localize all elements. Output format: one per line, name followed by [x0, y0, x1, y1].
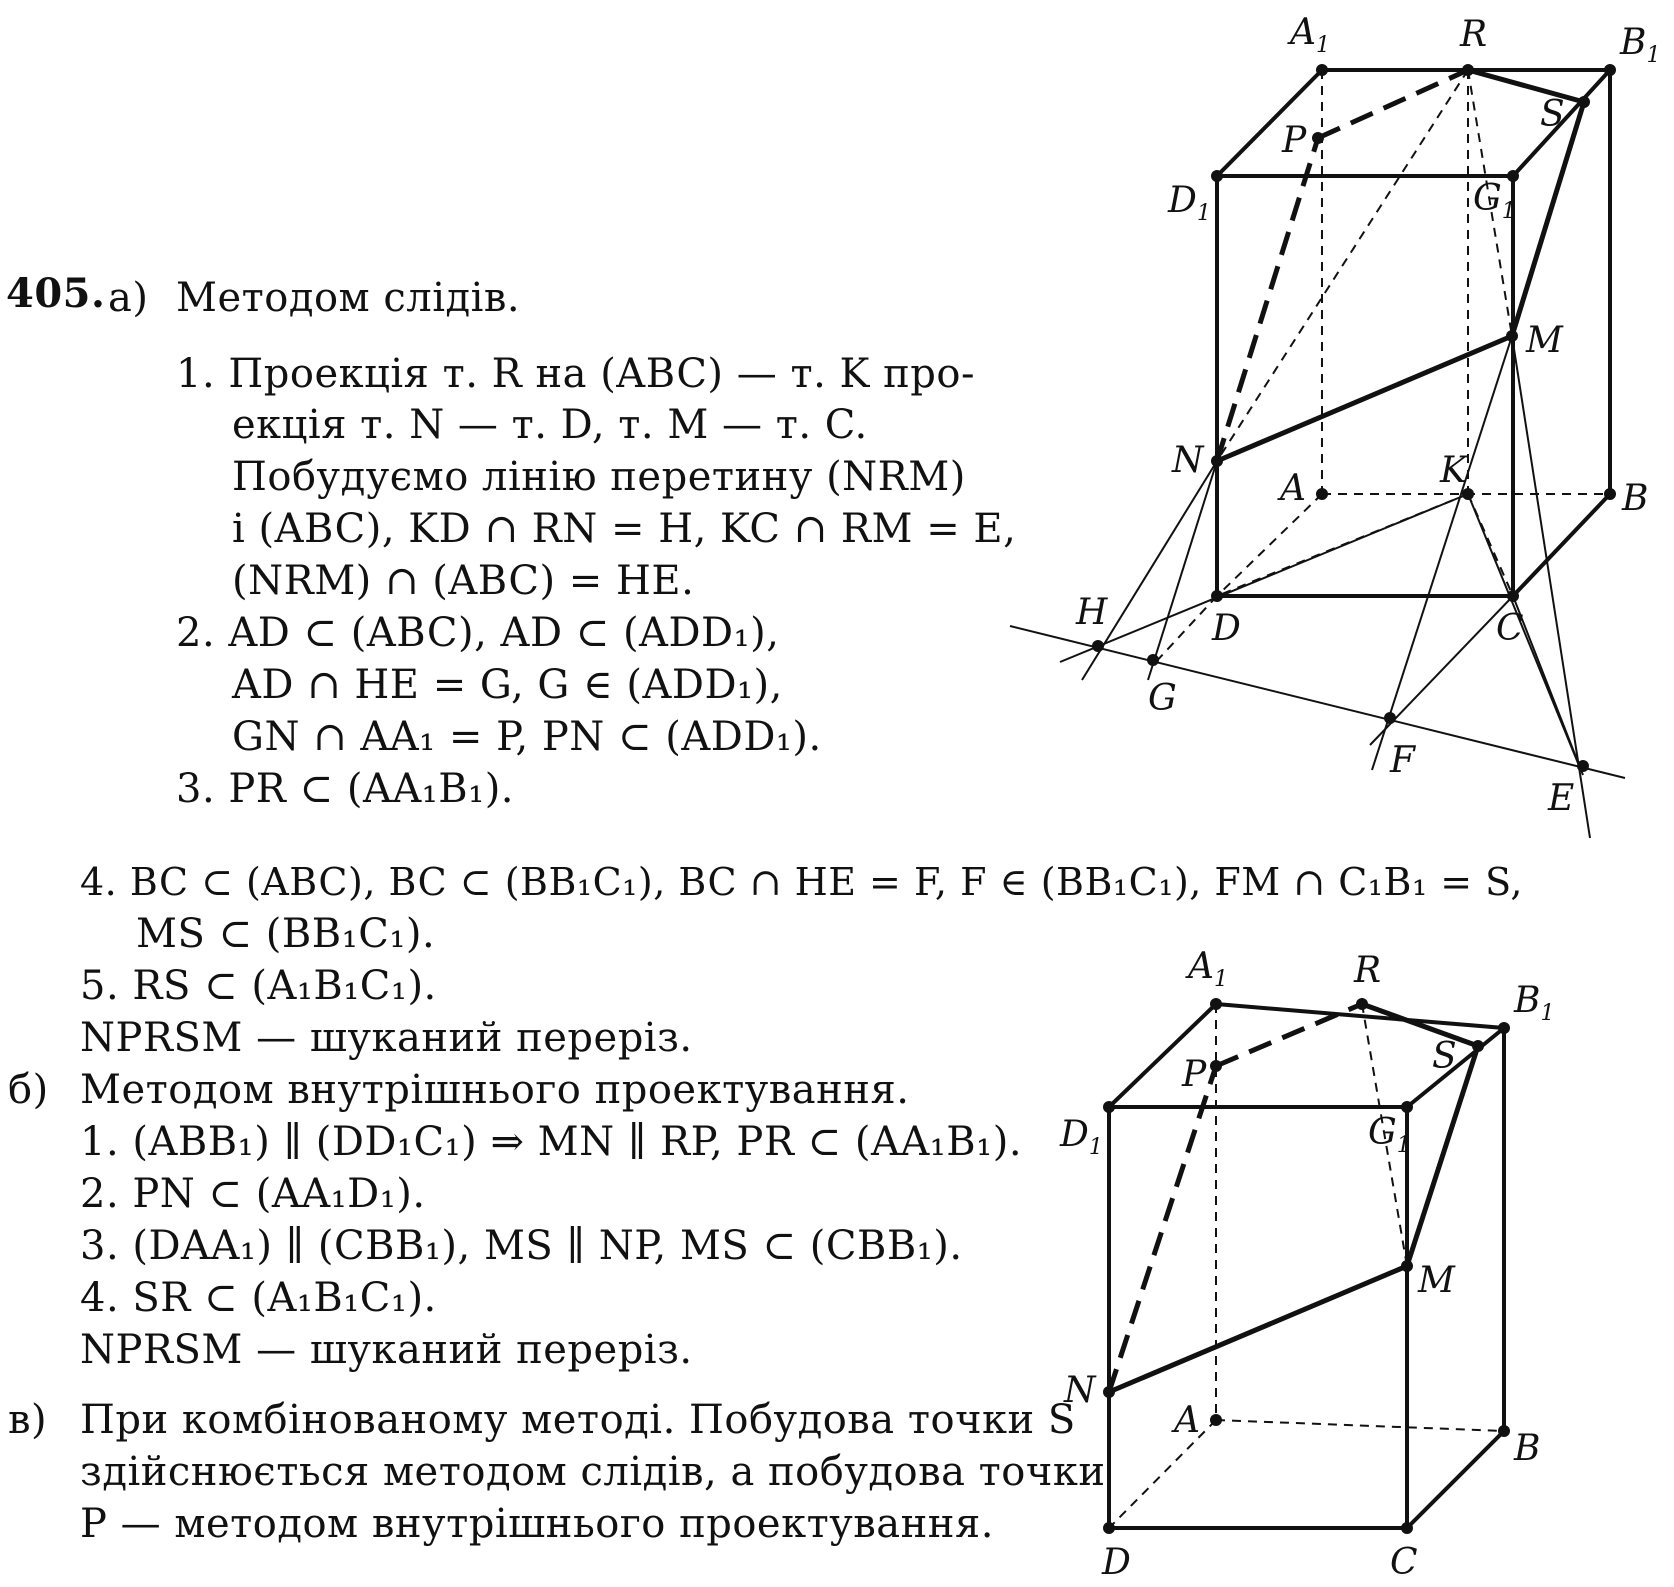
label-b: B: [1622, 478, 1649, 519]
label-p: P: [1182, 1054, 1207, 1095]
label-c: C: [1496, 608, 1524, 649]
part-a-step-line: 2. AD ⊂ (ABC), AD ⊂ (ADD₁),: [176, 610, 780, 656]
part-b-marker: б): [8, 1067, 49, 1113]
label-r: R: [1354, 950, 1382, 991]
part-a-heading: Методом слідів.: [176, 275, 521, 321]
point-p: [1210, 1060, 1222, 1072]
point-d1: [1103, 1101, 1115, 1113]
point-b: [1604, 488, 1616, 500]
point-c: [1401, 1522, 1413, 1534]
label-k: K: [1440, 450, 1467, 491]
point-s: [1472, 1040, 1484, 1052]
label-b: B: [1514, 1428, 1541, 1469]
point-f: [1384, 712, 1396, 724]
label-b1: $B_1$: [1620, 22, 1661, 68]
label-g: G: [1148, 678, 1177, 719]
part-b-step-line: 2. PN ⊂ (AA₁D₁).: [80, 1171, 426, 1217]
label-g1: $G_1$: [1473, 178, 1516, 224]
hidden-edge-a-b: [1216, 1420, 1504, 1431]
part-a-step-line: GN ∩ AA₁ = P, PN ⊂ (ADD₁).: [232, 714, 822, 760]
part-a-result: NPRSM — шуканий переріз.: [80, 1015, 693, 1061]
label-s: S: [1540, 94, 1565, 135]
part-a-step-line: (NRM) ∩ (ABC) = HE.: [232, 558, 695, 604]
part-c-line: При комбінованому методі. Побудова точки S: [80, 1397, 1076, 1443]
point-a1: [1316, 64, 1328, 76]
part-b-step-line: 1. (ABB₁) ∥ (DD₁C₁) ⇒ MN ∥ RP, PR ⊂ (AA₁B₁).: [80, 1119, 1023, 1165]
point-b1: [1498, 1022, 1510, 1034]
part-b-step-line: 3. (DAA₁) ∥ (CBB₁), MS ∥ NP, MS ⊂ (CBB₁).: [80, 1223, 963, 1269]
part-b-heading: Методом внутрішнього проектування.: [80, 1067, 910, 1113]
label-d: D: [1212, 608, 1241, 649]
label-a: A: [1174, 1400, 1200, 1441]
label-a: A: [1280, 468, 1306, 509]
label-h: H: [1076, 592, 1108, 633]
part-a-marker: а): [108, 275, 149, 321]
section-mn: [1109, 1266, 1407, 1392]
point-r: [1462, 64, 1474, 76]
hidden-edge-a-d: [1217, 494, 1322, 596]
hidden-rn: [1217, 70, 1468, 461]
section-np: [1109, 1066, 1216, 1392]
point-n: [1103, 1386, 1115, 1398]
point-g: [1147, 654, 1159, 666]
label-a1: $A_1$: [1290, 12, 1330, 58]
point-a: [1210, 1414, 1222, 1426]
point-p: [1312, 132, 1324, 144]
label-a1: $A_1$: [1188, 946, 1228, 992]
label-d: D: [1102, 1542, 1131, 1583]
point-g1: [1401, 1101, 1413, 1113]
point-g1: [1507, 170, 1519, 182]
label-g1: $G_1$: [1368, 1112, 1411, 1158]
point-m: [1401, 1260, 1413, 1272]
point-n: [1211, 455, 1223, 467]
part-a-step-line: і (ABC), KD ∩ RN = H, KC ∩ RM = E,: [232, 506, 1017, 552]
part-a-step-line: 1. Проекція т. R на (ABC) — т. K про-: [176, 351, 975, 397]
point-a: [1316, 488, 1328, 500]
part-a-step-line: 3. PR ⊂ (AA₁B₁).: [176, 766, 515, 812]
label-f: F: [1390, 740, 1415, 781]
label-n: N: [1172, 440, 1204, 481]
label-e: E: [1548, 778, 1575, 819]
label-n: N: [1064, 1370, 1096, 1411]
part-c-line: P — методом внутрішнього проектування.: [80, 1501, 994, 1547]
section-rs: [1468, 70, 1584, 102]
label-m: M: [1418, 1260, 1455, 1301]
section-np: [1217, 138, 1318, 461]
line-ng: [1148, 461, 1217, 680]
line-mf: [1372, 336, 1512, 770]
problem-number: 405.: [6, 270, 106, 317]
point-s: [1578, 96, 1590, 108]
line-kh: [1060, 494, 1468, 662]
part-c-marker: в): [8, 1397, 48, 1443]
part-a-step-line: MS ⊂ (BB₁C₁).: [136, 911, 436, 957]
label-p: P: [1282, 120, 1307, 161]
part-a-step-line: AD ∩ HE = G, G ∈ (ADD₁),: [232, 662, 783, 708]
label-c: C: [1390, 1542, 1418, 1583]
point-r: [1356, 998, 1368, 1010]
part-b-result: NPRSM — шуканий переріз.: [80, 1327, 693, 1373]
line-ke: [1468, 494, 1580, 768]
point-d: [1211, 590, 1223, 602]
part-a-step-line: 4. BC ⊂ (ABC), BC ⊂ (BB₁C₁), BC ∩ HE = F, F ∈ (BB₁C₁), FM ∩ C₁B₁ = S,: [80, 860, 1523, 904]
label-s: S: [1432, 1036, 1457, 1077]
point-m: [1506, 330, 1518, 342]
part-a-step-line: екція т. N — т. D, т. M — т. C.: [232, 402, 868, 448]
label-d1: $D_1$: [1060, 1114, 1103, 1160]
part-a-step-line: Побудуємо лінію перетину (NRM): [232, 454, 966, 500]
part-a-step-line: 5. RS ⊂ (A₁B₁C₁).: [80, 963, 437, 1009]
point-h: [1092, 640, 1104, 652]
point-d: [1103, 1522, 1115, 1534]
label-b1: $B_1$: [1514, 980, 1555, 1026]
point-e: [1577, 760, 1589, 772]
label-d1: $D_1$: [1168, 180, 1211, 226]
label-r: R: [1460, 14, 1488, 55]
point-d1: [1211, 170, 1223, 182]
point-a1: [1210, 998, 1222, 1010]
label-m: M: [1526, 320, 1563, 361]
part-c-line: здійснюється методом слідів, а побудова точки: [80, 1449, 1106, 1495]
point-b1: [1604, 64, 1616, 76]
point-b: [1498, 1425, 1510, 1437]
part-b-step-line: 4. SR ⊂ (A₁B₁C₁).: [80, 1275, 437, 1321]
point-c: [1507, 590, 1519, 602]
figure-internal-projection-method: [0, 900, 1674, 1587]
